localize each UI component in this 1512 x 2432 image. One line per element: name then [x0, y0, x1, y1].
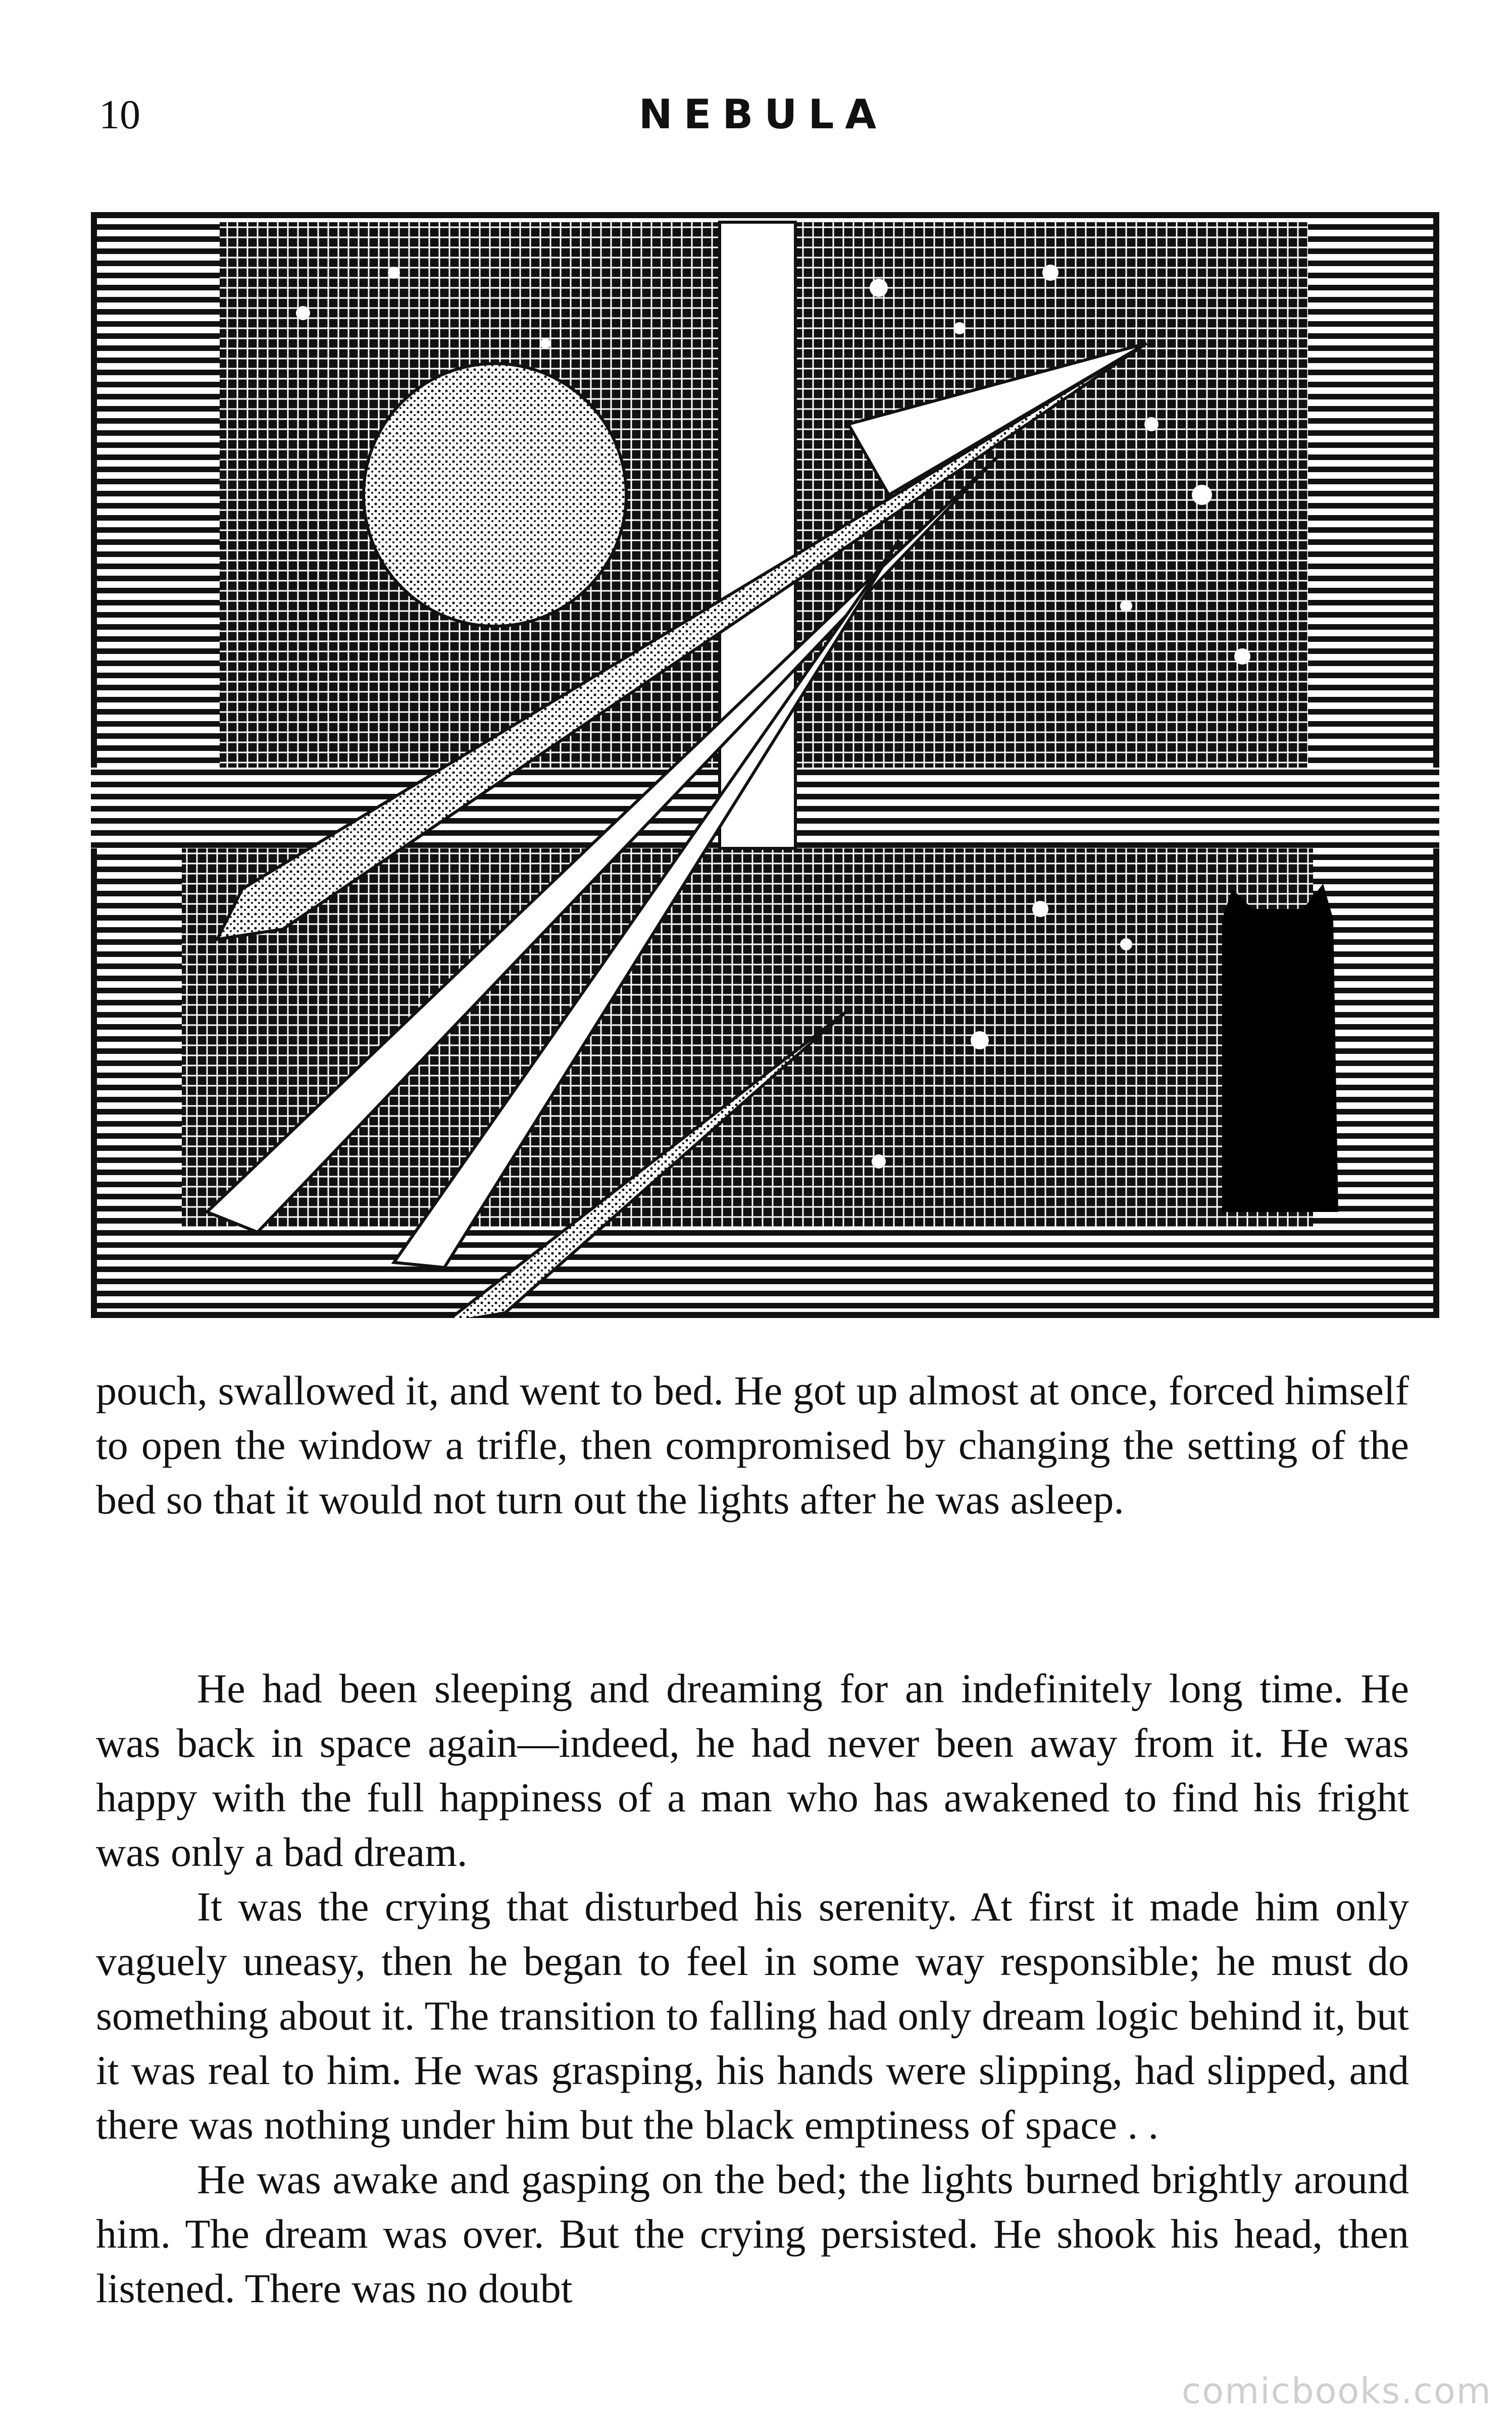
moon: [364, 364, 626, 626]
paragraph: pouch, swallowed it, and went to bed. He got up almost at once, forced himself to open the window a trifle, then compromised by changing the setting of the bed so that it would not turn out the lights after he was asleep.: [96, 1367, 1409, 1523]
page-number: 10: [99, 91, 140, 137]
paragraph: He was awake and gasping on the bed; the lights burned brightly around him. The dream was over. But the crying persisted. He shook his head, then listened. There was no doubt: [96, 2156, 1409, 2311]
running-title: NEBULA: [638, 91, 888, 138]
body-text-block: [96, 1661, 1409, 2316]
watermark: comicbooks.com: [1181, 2370, 1492, 2412]
lower-window-pane: [182, 848, 1313, 1227]
body-text-block: [96, 1363, 1409, 1527]
paragraph: It was the crying that disturbed his serenity. At first it made him only vaguely uneasy, then he began to feel in some way responsible; he must do something about it. The transition to falling had only dream logic behind it, but it was real to him. He was grasping, his hands were slipping, had slipped, and there was nothing under him but the black emptiness of space . .: [96, 1884, 1409, 2148]
cat-silhouette: [1222, 884, 1338, 1212]
page-header: [99, 91, 1427, 146]
paragraph: He had been sleeping and dreaming for an indefinitely long time. He was back in space again—indeed, he had never been away from it. He was happy with the full happiness of a man who has awakened to find his fright was only a bad dream.: [96, 1665, 1409, 1875]
illustration: [91, 212, 1439, 1318]
